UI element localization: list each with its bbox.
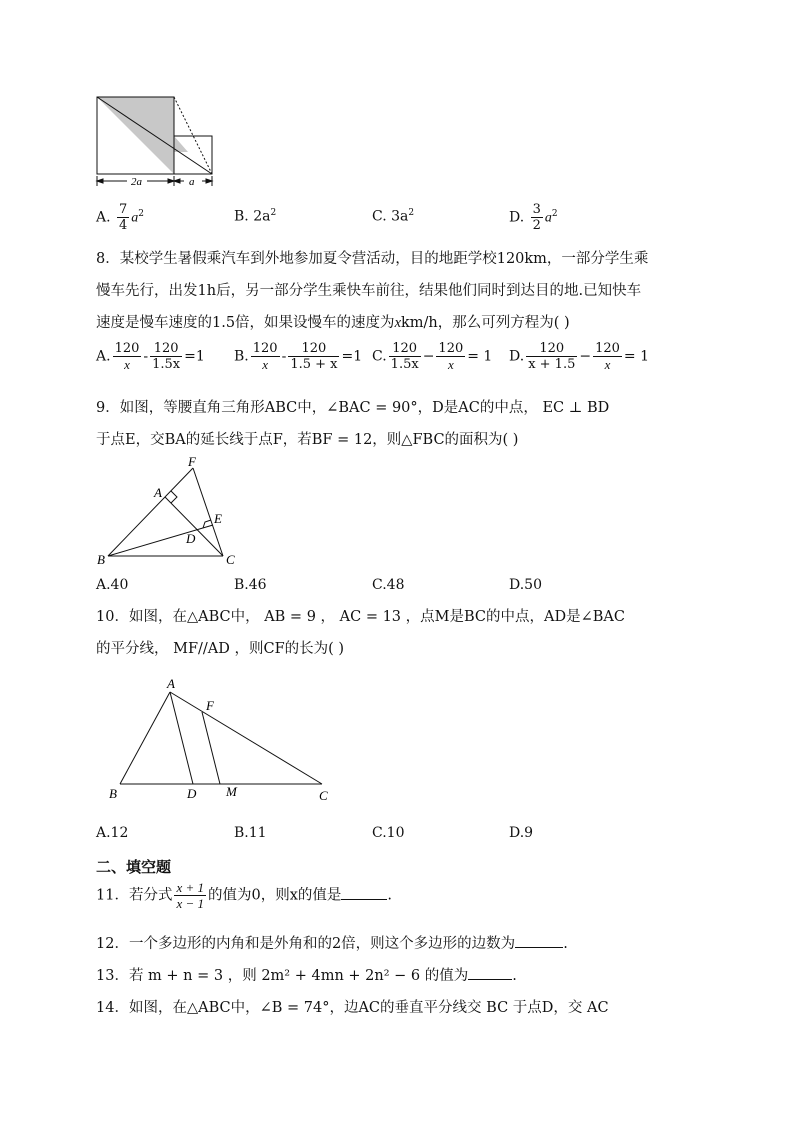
- q7-option-c: C. $3a^2$: [372, 208, 415, 225]
- q9-figure: [92, 452, 252, 570]
- q8-option-b: B. $\frac{120}{x}$ - $\frac{120}{1.5 + x}$ =1: [234, 341, 363, 372]
- q12-answer-blank[interactable]: [515, 933, 563, 948]
- q10-option-a: A.12: [96, 825, 129, 841]
- q9-side-ac: [165, 497, 223, 556]
- q11-answer-blank[interactable]: [341, 885, 387, 900]
- q7-option-d: D. $\frac{3}{2}$ $a^2$: [509, 202, 558, 233]
- q7-label-2a: 2a: [131, 176, 142, 188]
- q13-answer-blank[interactable]: [468, 965, 512, 980]
- q10-side-ab: [120, 692, 170, 784]
- q9-option-c: C.48: [372, 577, 405, 593]
- q12: 12．一个多边形的内角和是外角和的2倍，则这个多边形的边数为 .: [96, 932, 568, 953]
- q10-line-2: 的平分线， MF//AD ，则CF的长为( ): [96, 641, 345, 657]
- q9-line-2: 于点E，交BA的延长线于点F，若BF = 12，则△FBC的面积为( ): [96, 432, 519, 448]
- q8-line-2: 慢车先行，出发1h后，另一部分学生乘快车前往，结果他们同时到达目的地.已知快车: [96, 283, 642, 299]
- q9-label-c: C: [226, 552, 235, 567]
- q9-label-d: D: [186, 531, 196, 546]
- q9-line-1: 9．如图，等腰直角三角形ABC中，∠BAC = 90°，D是AC的中点， EC ⊥ BD: [96, 400, 610, 416]
- q8-option-d: D. $\frac{120}{x + 1.5}$ − $\frac{120}{x}$ = 1: [509, 341, 650, 372]
- q7-option-a: A. $\frac{7}{4}$ $a^2$: [96, 202, 145, 233]
- q9-label-b: B: [97, 552, 105, 567]
- q10-label-f: F: [206, 698, 214, 713]
- q10-option-d: D.9: [509, 825, 534, 841]
- q10-option-b: B.11: [234, 825, 267, 841]
- q9-label-e: E: [214, 511, 222, 526]
- q10-label-a: A: [167, 676, 175, 691]
- q10-label-c: C: [319, 788, 328, 803]
- q13: 13．若 m + n = 3 ，则 2m² + 4mn + 2n² − 6 的值为 .: [96, 964, 517, 985]
- q9-right-angle-a: [171, 491, 177, 503]
- q7-shaded-big: [97, 97, 174, 174]
- q9-line-be: [108, 525, 213, 556]
- q9-label-a: A: [154, 485, 162, 500]
- q10-label-b: B: [109, 786, 117, 801]
- q9-option-a: A.40: [96, 577, 129, 593]
- section-title-fill-in: 二、填空题: [96, 858, 172, 876]
- q11: 11．若分式 $\frac{x + 1}{x - 1}$ 的值为0，则x的值是 .: [96, 880, 393, 911]
- q10-side-ac: [170, 692, 322, 784]
- q14-line-1: 14．如图，在△ABC中，∠B = 74°，边AC的垂直平分线交 BC 于点D，交 AC: [96, 1000, 609, 1016]
- q10-label-d: D: [187, 786, 197, 801]
- q7-small-square: [174, 136, 212, 174]
- q9-label-f: F: [188, 454, 196, 469]
- q10-line-ad: [170, 692, 193, 784]
- q10-line-1: 10．如图，在△ABC中， AB = 9 ， AC = 13 ，点M是BC的中点，AD是∠BAC: [96, 609, 625, 625]
- q9-option-d: D.50: [509, 577, 542, 593]
- q10-label-m: M: [226, 784, 237, 799]
- q8-option-a: A. $\frac{120}{x}$ - $\frac{120}{1.5x}$ =1: [96, 341, 205, 372]
- q10-line-mf: [202, 712, 220, 784]
- q8-line-3: 速度是慢车速度的1.5倍，如果设慢车的速度为xkm/h，那么可列方程为( ): [96, 315, 570, 331]
- q10-figure: [102, 674, 338, 806]
- q8-option-c: C. $\frac{120}{1.5x}$ − $\frac{120}{x}$ = 1: [372, 341, 493, 372]
- q7-figure: [92, 92, 218, 190]
- q8-line-1: 8．某校学生暑假乘汽车到外地参加夏令营活动，目的地距学校120km，一部分学生乘: [96, 251, 649, 267]
- q9-option-b: B.46: [234, 577, 267, 593]
- q7-option-b: B. $2a^2$: [234, 208, 277, 225]
- q7-dimension-lines: [97, 176, 212, 186]
- q10-option-c: C.10: [372, 825, 405, 841]
- q7-big-square: [97, 97, 174, 174]
- q7-label-a: a: [189, 176, 195, 188]
